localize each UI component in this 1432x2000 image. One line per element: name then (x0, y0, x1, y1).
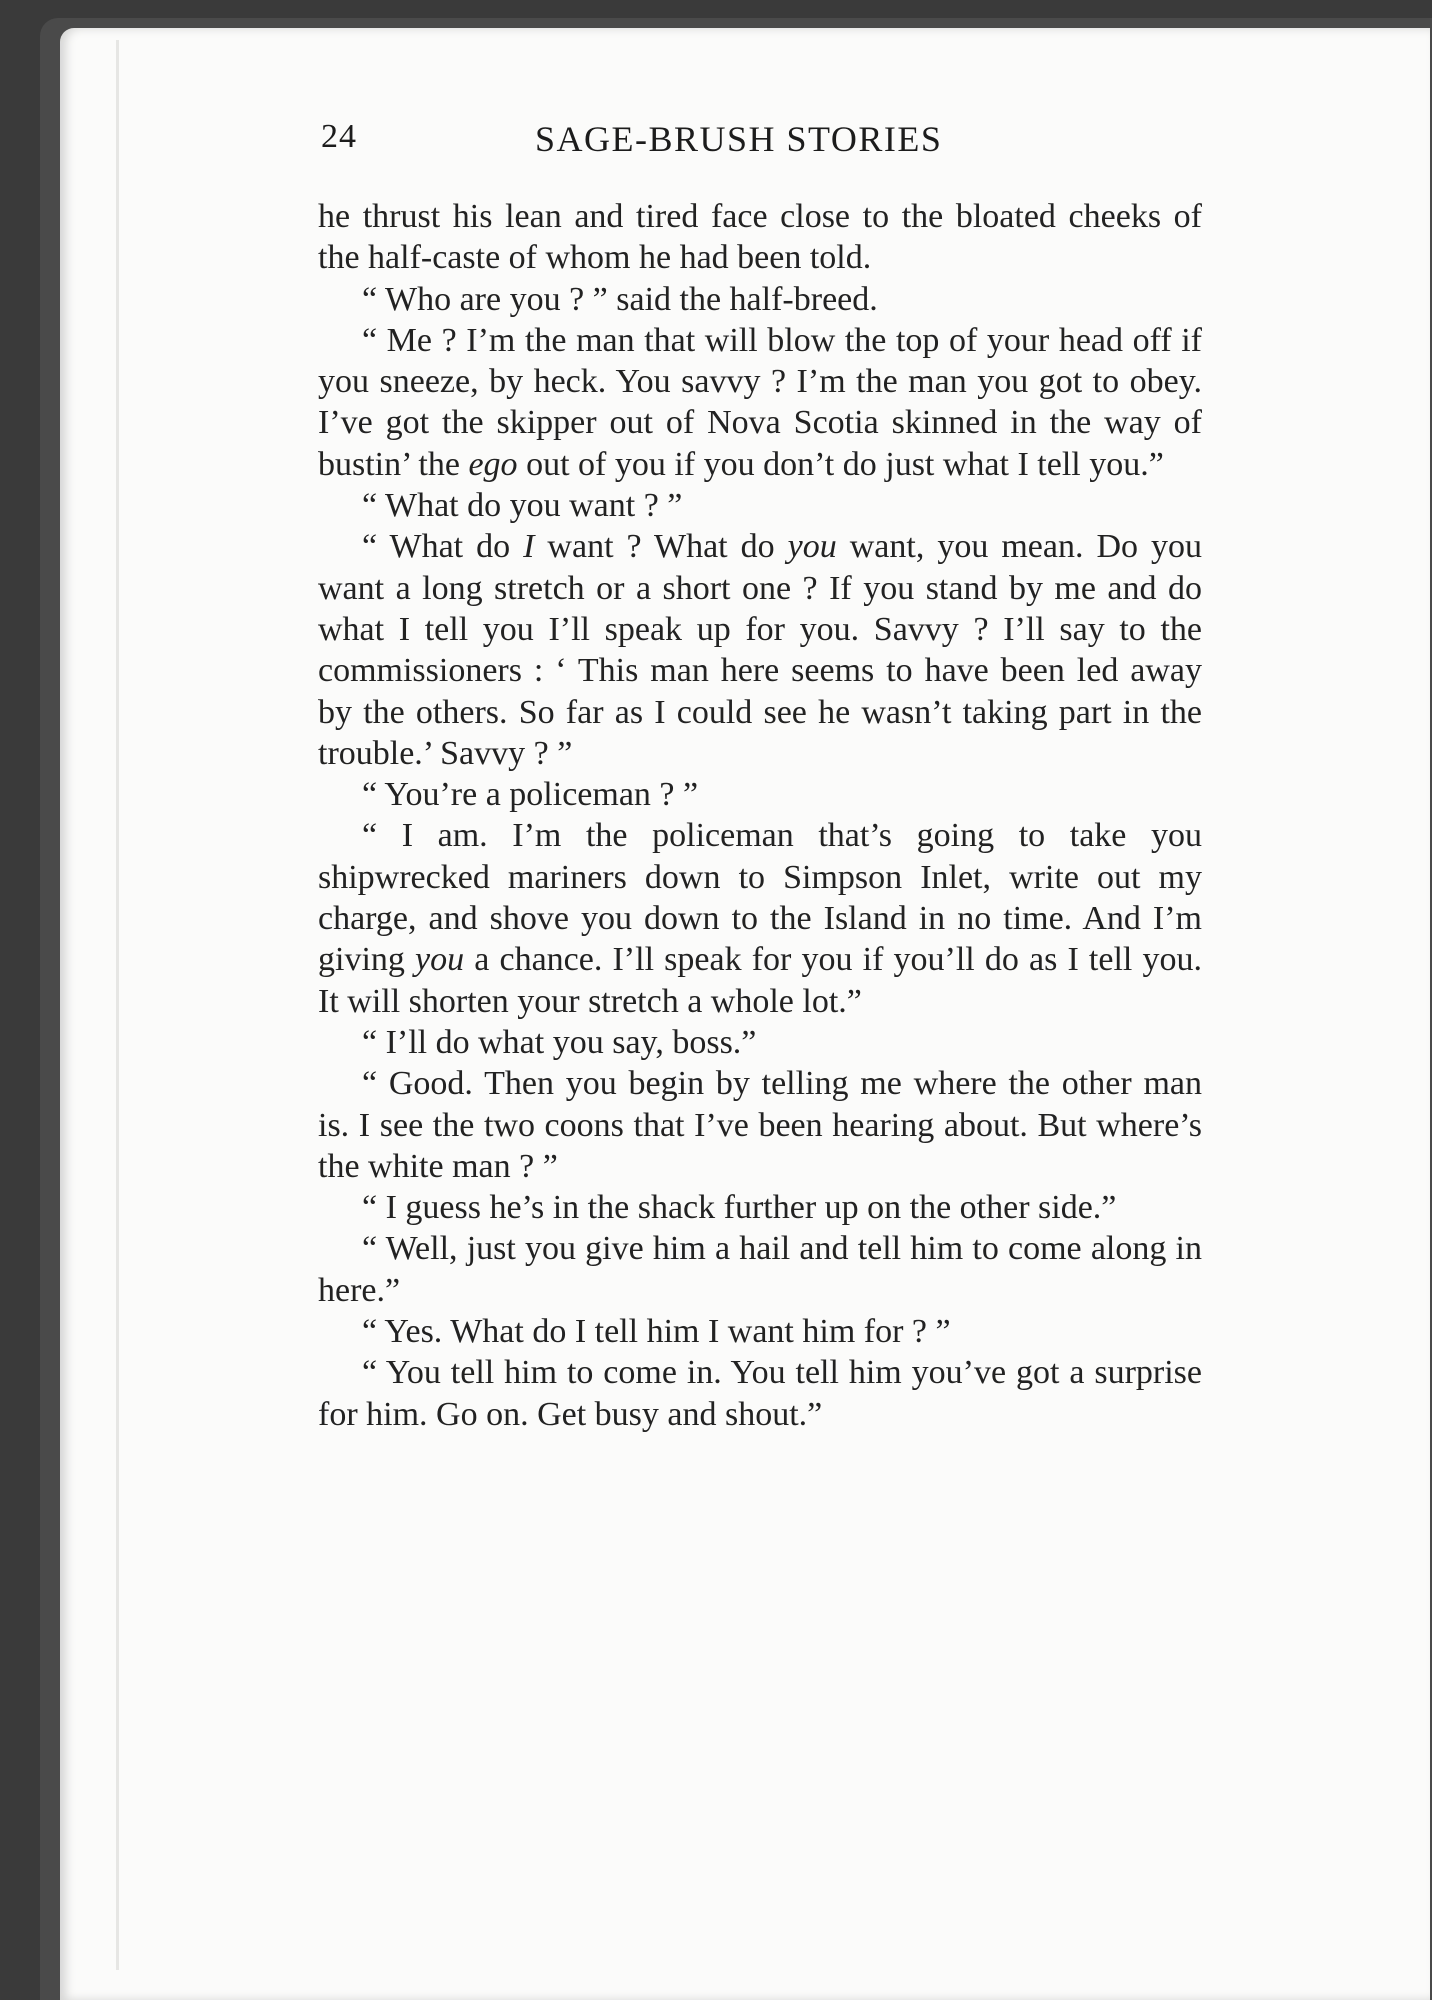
paragraph (318, 1228, 1202, 1311)
paragraph (318, 485, 1202, 526)
paragraph (318, 279, 1202, 320)
text-run: want, you mean. Do you want a long stretch or a short one ? If you stand by me and do what I tell you I’ll speak up for you. Savvy ? I’ll say to the commissioners : ‘ This man here seems to have been led away by the others. So far as I could see he wasn’t taking part in the trouble.’ Savvy ? ” (318, 528, 1203, 772)
text-run: “ I’ll do what you say, boss.” (362, 1023, 757, 1061)
paragraph (318, 320, 1202, 485)
italic-text: you (787, 528, 837, 566)
text-run: “ I am. I’m the policeman that’s going to take you shipwrecked mariners down to Simpson Inlet, write out my charge, and shove you down to the Island in no time. And I’m giving (318, 817, 1202, 979)
body-text (318, 196, 1202, 1435)
page-header (321, 118, 1201, 178)
text-run: “ Me ? I’m the man that will blow the top of your head off if you sneeze, by heck. You savvy ? I’m the man you got to obey. I’ve got the skipper out of Nova Scotia skinned in the way of bustin’ the (318, 321, 1202, 483)
paragraph (318, 774, 1202, 815)
text-run: out of you if you don’t do just what I tell you.” (517, 445, 1164, 483)
paragraph (318, 1311, 1202, 1352)
text-run: “ Yes. What do I tell him I want him for ? ” (362, 1313, 951, 1351)
italic-text: I (523, 528, 535, 566)
paragraph (318, 1187, 1202, 1228)
text-run: “ You tell him to come in. You tell him you’ve got a surprise for him. Go on. Get busy and shout.” (318, 1354, 1202, 1433)
text-run: a chance. I’ll speak for you if you’ll do as I tell you. It will shorten your stretch a whole lot.” (318, 941, 1202, 1020)
text-run: “ I guess he’s in the shack further up on the other side.” (362, 1189, 1117, 1227)
text-run: he thrust his lean and tired face close to the bloated cheeks of the half-caste of whom he had been told. (318, 198, 1202, 277)
page-number: 24 (321, 118, 357, 155)
text-run: “ What do (362, 528, 524, 566)
text-run: “ What do you want ? ” (362, 487, 683, 525)
text-run: “ You’re a policeman ? ” (362, 776, 699, 814)
paragraph (318, 526, 1202, 774)
paragraph (318, 1352, 1202, 1435)
text-run: “ Good. Then you begin by telling me where the other man is. I see the two coons that I’ve been hearing about. But where’s the white man ? ” (318, 1065, 1202, 1185)
italic-text: ego (468, 445, 518, 483)
text-run: “ Well, just you give him a hail and tell him to come along in here.” (318, 1230, 1202, 1309)
paragraph (318, 1022, 1202, 1063)
running-title: SAGE-BRUSH STORIES (535, 119, 943, 159)
italic-text: you (415, 941, 465, 979)
text-run: “ Who are you ? ” said the half-breed. (362, 280, 878, 318)
page-gutter (116, 40, 119, 1970)
text-run: want ? What do (534, 528, 788, 566)
paragraph (318, 815, 1202, 1021)
paragraph (318, 196, 1202, 279)
paragraph (318, 1063, 1202, 1187)
